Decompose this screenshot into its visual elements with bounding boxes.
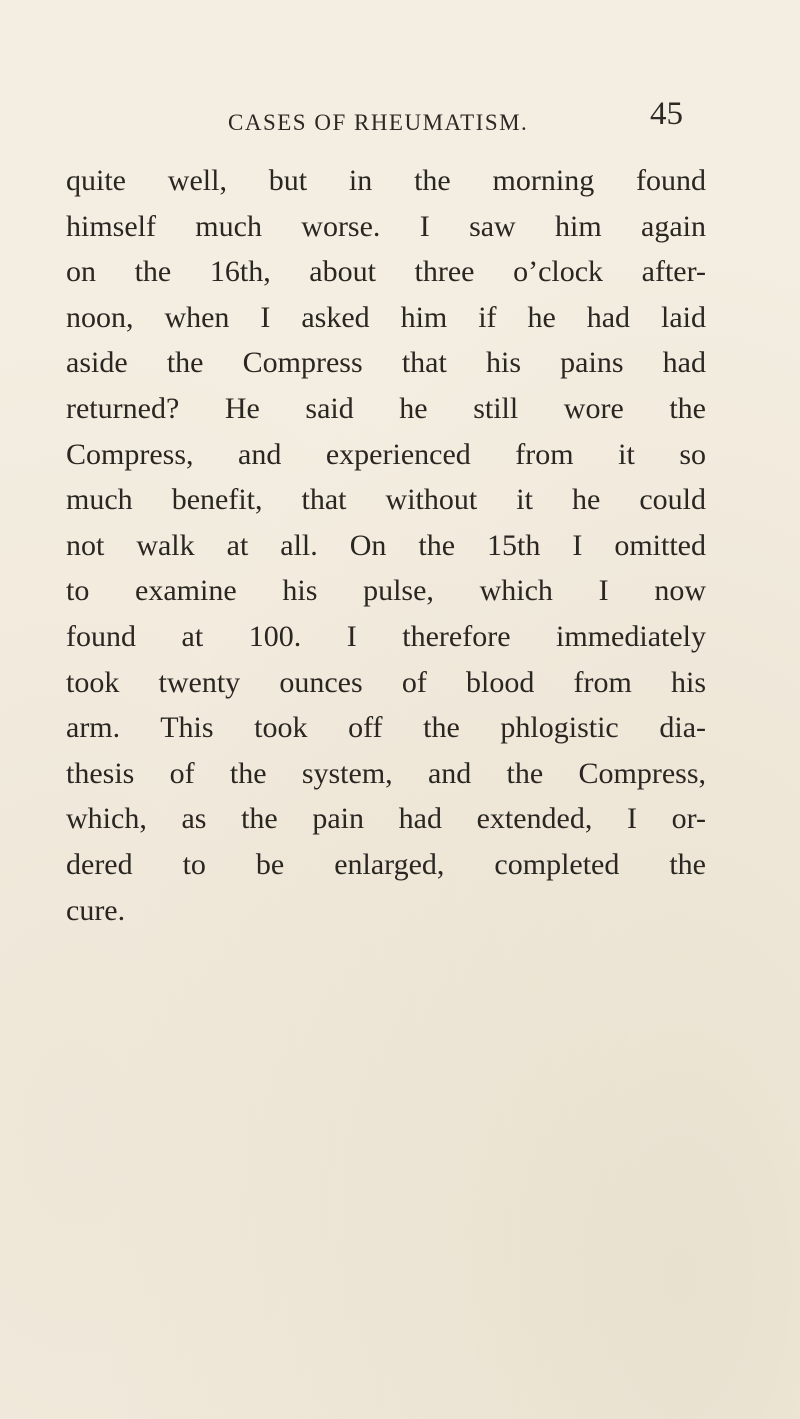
text-line: arm. This took off the phlogistic dia-: [66, 711, 706, 745]
text-line: which, as the pain had extended, I or-: [66, 802, 706, 836]
text-line: returned? He said he still wore the: [66, 391, 706, 425]
text-line: Compress, and experienced from it so: [66, 437, 706, 471]
page-number: 45: [650, 96, 683, 132]
text-line: on the 16th, about three o’clock after-: [66, 255, 706, 289]
text-line: found at 100. I therefore immediately: [66, 619, 706, 653]
text-line: noon, when I asked him if he had laid: [66, 300, 706, 334]
text-line: dered to be enlarged, completed the: [66, 847, 706, 881]
text-line: much benefit, that without it he could: [66, 483, 706, 517]
running-title: CASES OF RHEUMATISM.: [228, 110, 529, 135]
text-line: quite well, but in the morning found: [66, 164, 706, 197]
text-line: thesis of the system, and the Compress,: [66, 756, 706, 790]
body-text: [66, 158, 706, 933]
text-line: aside the Compress that his pains had: [66, 346, 706, 380]
text-line: to examine his pulse, which I now: [66, 574, 706, 608]
text-line: not walk at all. On the 15th I omitted: [66, 528, 706, 562]
text-line: took twenty ounces of blood from his: [66, 665, 706, 699]
text-line: himself much worse. I saw him again: [66, 209, 706, 243]
text-line: cure.: [66, 893, 126, 927]
